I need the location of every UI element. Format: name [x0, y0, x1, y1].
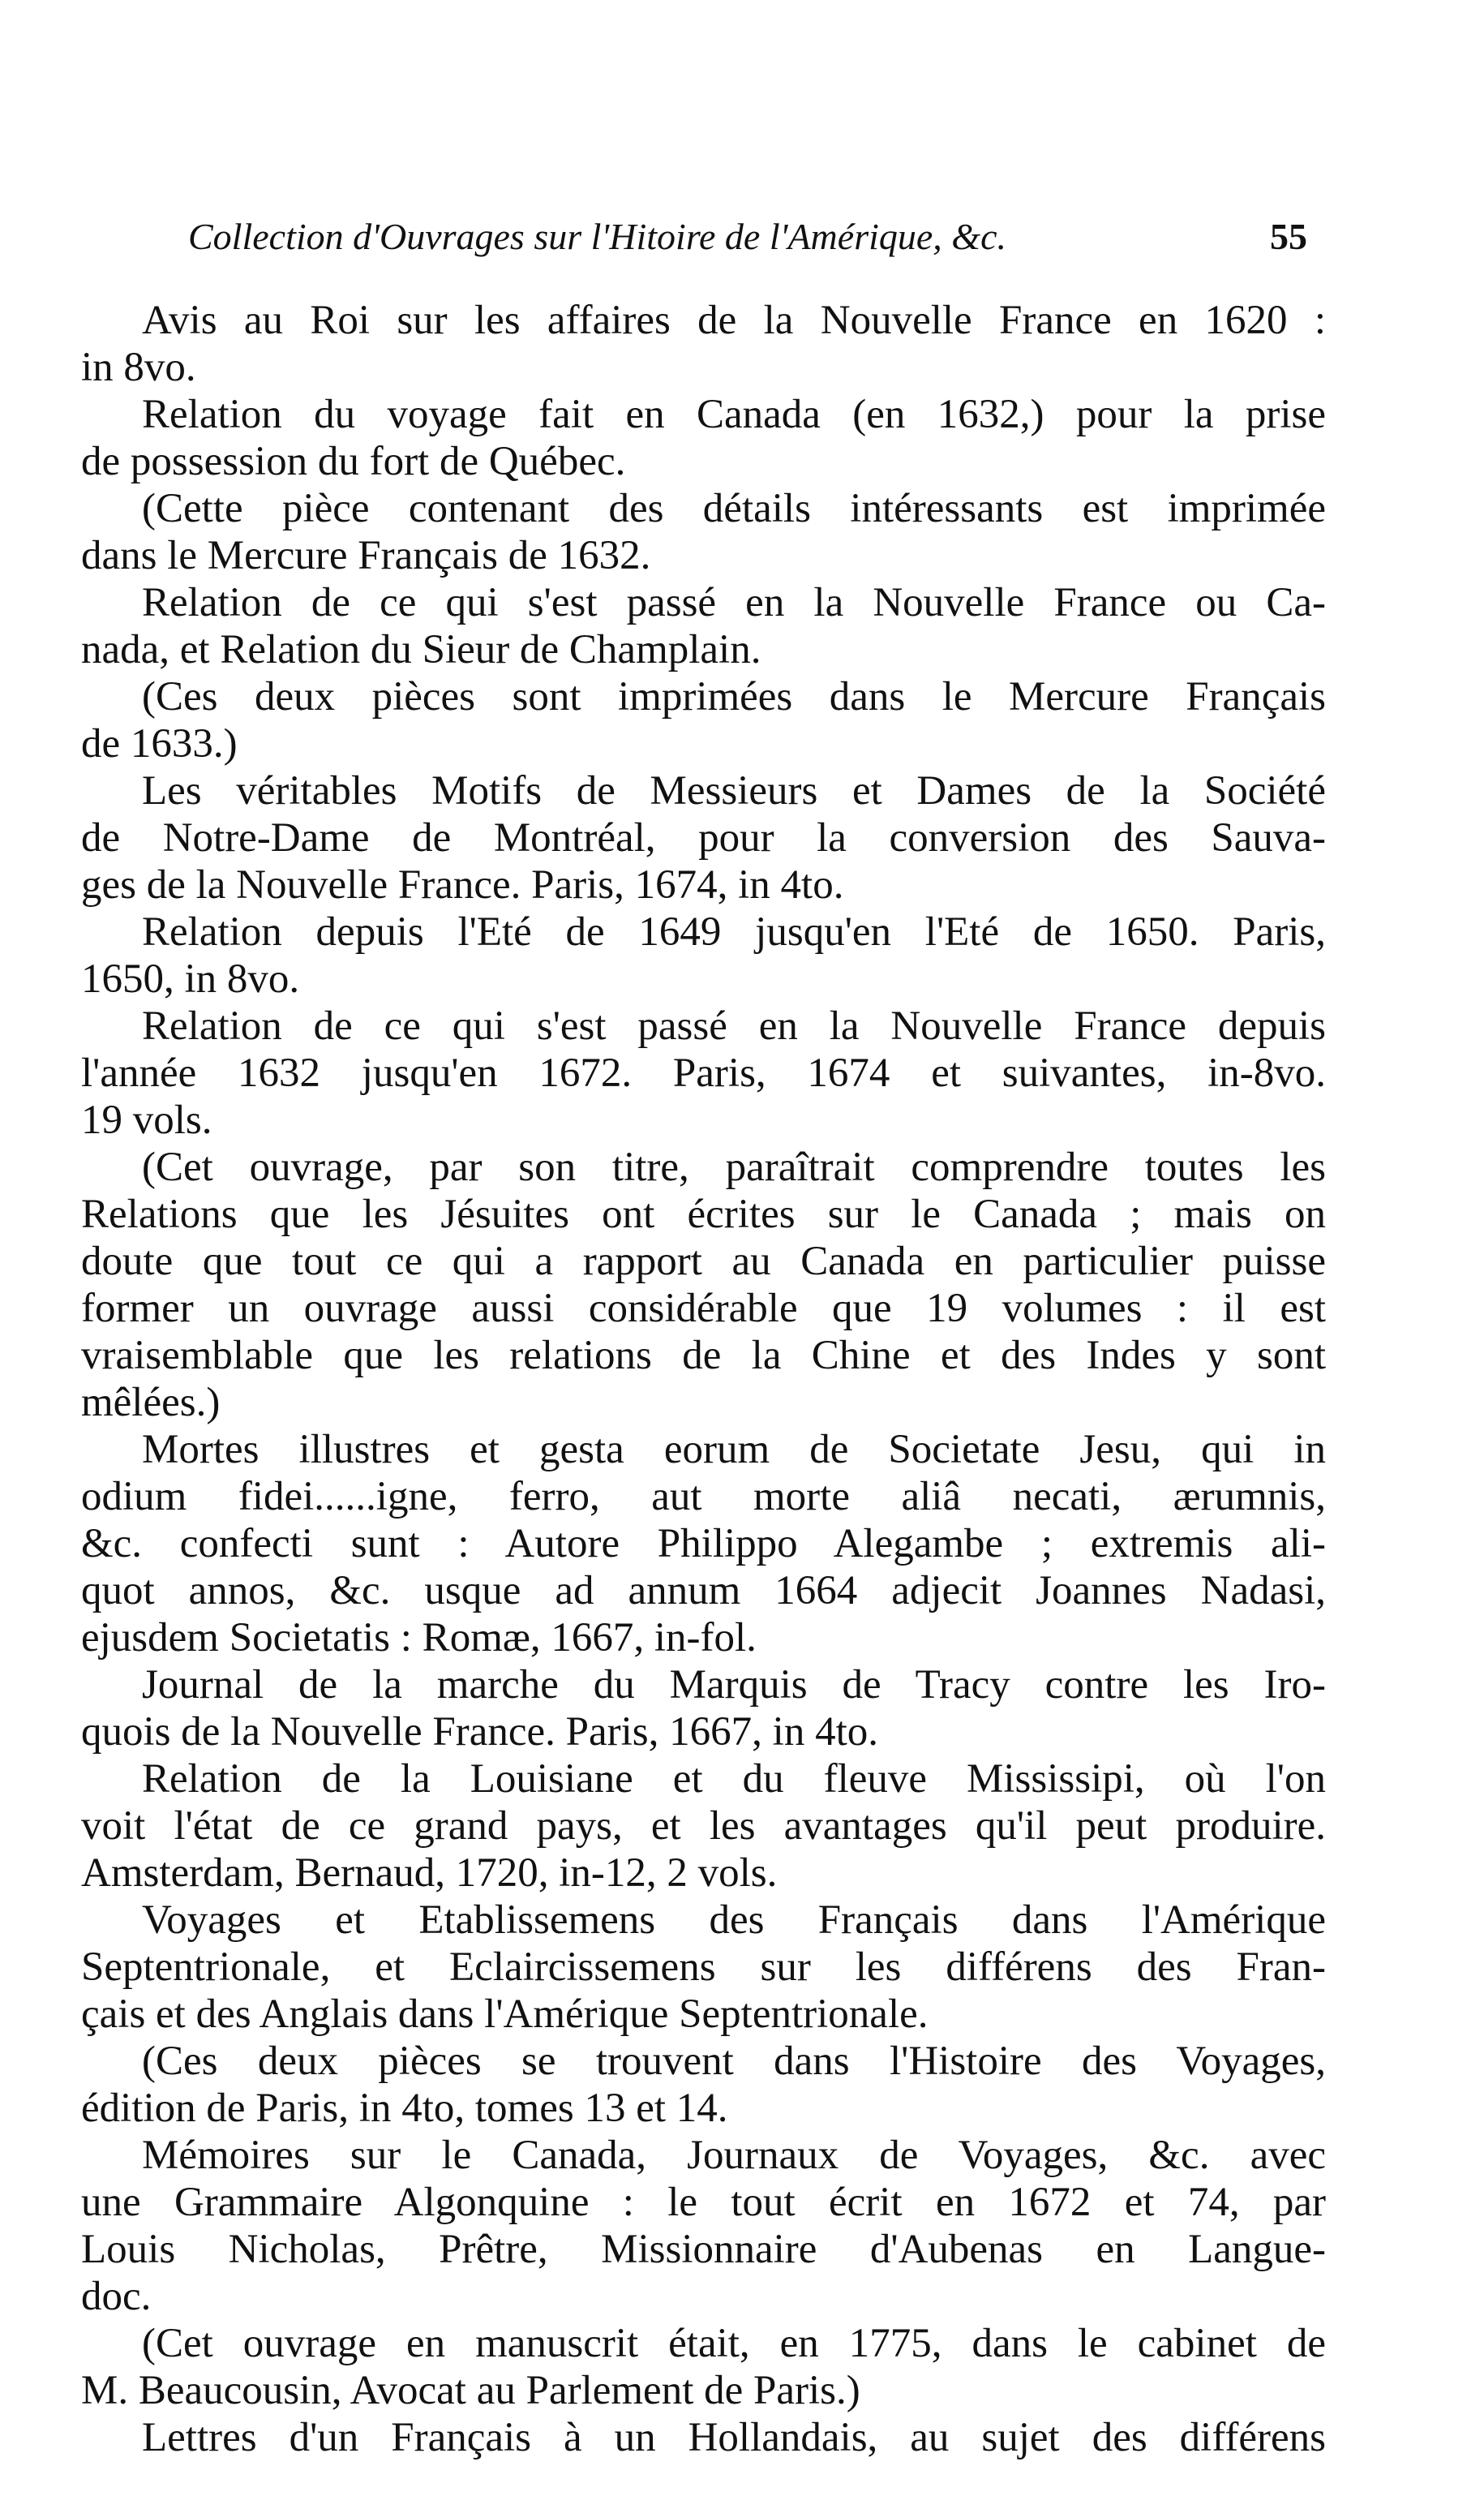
text-line: Mortes illustres et gesta eorum de Societate Jesu, qui in [142, 1427, 1326, 1472]
text-line: çais et des Anglais dans l'Amérique Septentrionale. [81, 1991, 929, 2037]
body-text [81, 297, 1326, 2461]
text-line: Relation de ce qui s'est passé en la Nouvelle France ou Ca- [142, 580, 1326, 625]
text-line: Relation depuis l'Eté de 1649 jusqu'en l'Eté de 1650. Paris, [142, 909, 1326, 955]
page-number: 55 [1270, 216, 1307, 257]
text-line: Relation de ce qui s'est passé en la Nouvelle France depuis [142, 1003, 1326, 1049]
text-line: doc. [81, 2274, 152, 2319]
text-line: M. Beaucousin, Avocat au Parlement de Paris.) [81, 2368, 860, 2413]
text-line: odium fidei......igne, ferro, aut morte aliâ necati, ærumnis, [81, 1474, 1326, 1519]
text-line: de possession du fort de Québec. [81, 439, 626, 484]
text-line: ejusdem Societatis : Romæ, 1667, in-fol. [81, 1615, 757, 1660]
text-line: doute que tout ce qui a rapport au Canada en particulier puisse [81, 1239, 1326, 1284]
text-line: former un ouvrage aussi considérable que 19 volumes : il est [81, 1286, 1326, 1331]
text-line: ges de la Nouvelle France. Paris, 1674, in 4to. [81, 862, 844, 908]
text-line: Lettres d'un Français à un Hollandais, au sujet des différens [142, 2415, 1326, 2460]
text-line: Septentrionale, et Eclaircissemens sur les différens des Fran- [81, 1944, 1326, 1990]
text-line: (Cet ouvrage en manuscrit était, en 1775, dans le cabinet de [142, 2321, 1326, 2366]
text-line: in 8vo. [81, 345, 196, 390]
text-line: Mémoires sur le Canada, Journaux de Voyages, &c. avec [142, 2133, 1326, 2178]
text-line: (Cet ouvrage, par son titre, paraîtrait comprendre toutes les [142, 1145, 1326, 1190]
text-line: de 1633.) [81, 721, 238, 767]
running-head [188, 213, 1307, 261]
text-line: de Notre-Dame de Montréal, pour la conversion des Sauva- [81, 815, 1326, 861]
text-line: quois de la Nouvelle France. Paris, 1667, in 4to. [81, 1709, 878, 1755]
text-line: dans le Mercure Français de 1632. [81, 533, 651, 578]
text-line: quot annos, &c. usque ad annum 1664 adjecit Joannes Nadasi, [81, 1568, 1326, 1613]
text-line: nada, et Relation du Sieur de Champlain. [81, 627, 761, 672]
text-line: 19 vols. [81, 1098, 212, 1143]
text-line: voit l'état de ce grand pays, et les avantages qu'il peut produire. [81, 1803, 1326, 1849]
text-line: Voyages et Etablissemens des Français dans l'Amérique [142, 1897, 1326, 1943]
text-line: Amsterdam, Bernaud, 1720, in-12, 2 vols. [81, 1850, 778, 1896]
text-line: mêlées.) [81, 1380, 221, 1425]
text-line: Les véritables Motifs de Messieurs et Dames de la Société [142, 768, 1326, 814]
text-line: (Cette pièce contenant des détails intéressants est imprimée [142, 486, 1326, 531]
text-line: une Grammaire Algonquine : le tout écrit en 1672 et 74, par [81, 2180, 1326, 2225]
text-line: édition de Paris, in 4to, tomes 13 et 14. [81, 2086, 728, 2131]
text-line: Journal de la marche du Marquis de Tracy contre les Iro- [142, 1662, 1326, 1708]
text-line: &c. confecti sunt : Autore Philippo Alegambe ; extremis ali- [81, 1521, 1326, 1566]
text-line: (Ces deux pièces sont imprimées dans le Mercure Français [142, 674, 1326, 720]
text-line: Louis Nicholas, Prêtre, Missionnaire d'Aubenas en Langue- [81, 2227, 1326, 2272]
text-line: Avis au Roi sur les affaires de la Nouvelle France en 1620 : [142, 298, 1326, 343]
text-line: (Ces deux pièces se trouvent dans l'Histoire des Voyages, [142, 2039, 1326, 2084]
text-line: Relation de la Louisiane et du fleuve Mississipi, où l'on [142, 1756, 1326, 1802]
text-line: Relation du voyage fait en Canada (en 1632,) pour la prise [142, 392, 1326, 437]
text-line: 1650, in 8vo. [81, 956, 300, 1002]
text-line: vraisemblable que les relations de la Chine et des Indes y sont [81, 1333, 1326, 1378]
text-line: Relations que les Jésuites ont écrites sur le Canada ; mais on [81, 1192, 1326, 1237]
text-line: l'année 1632 jusqu'en 1672. Paris, 1674 et suivantes, in-8vo. [81, 1050, 1326, 1096]
running-title: Collection d'Ouvrages sur l'Hitoire de l'Amérique, &c. [188, 216, 1006, 257]
